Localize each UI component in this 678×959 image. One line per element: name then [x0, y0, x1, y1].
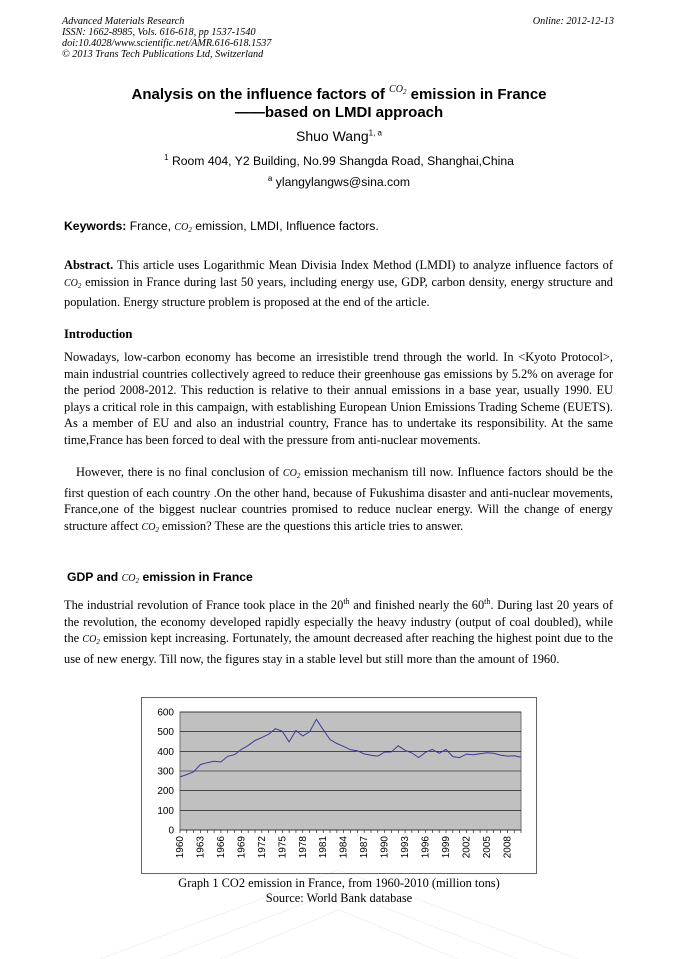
co2-formula: $CO_2$	[141, 521, 159, 534]
author-name: Shuo Wang$^{1, a}$	[296, 128, 382, 144]
y-tick-label-500: 500	[157, 727, 174, 739]
author-affiliation: $^1$ Room 404, Y2 Building, No.99 Shangda Road, Shanghai,China	[164, 153, 514, 169]
x-tick-label-2008: 2008	[502, 836, 514, 859]
co2-formula: $CO_2$	[121, 573, 140, 585]
x-tick-label-1981: 1981	[318, 836, 330, 859]
keywords-label: Keywords:	[64, 219, 127, 233]
co2-formula: $CO_2$	[82, 634, 100, 647]
x-tick-label-2002: 2002	[461, 836, 473, 859]
issn-line: ISSN: 1662-8985, Vols. 616-618, pp 1537-1540	[62, 27, 256, 38]
figure-source: Source: World Bank database	[265, 891, 413, 905]
x-tick-label-1999: 1999	[440, 836, 452, 859]
section-heading-gdp-co2: GDP and $CO_2$ emission in France	[67, 570, 253, 585]
online-date: Online: 2012-12-13	[532, 16, 614, 27]
y-tick-label-400: 400	[157, 746, 174, 758]
introduction-paragraph-2: However, there is no final conclusion of $CO_2$ emission mechanism till now. Influence factors should be the first question of each country .On the other hand, because of Fukushima disaster and anti-nuclear movements, France,one of the biggest nuclear countries promised to reduce nuclear energy. Will the change of energy structure affect $CO_2$ emission? These are the questions this article tries to answer.	[64, 465, 613, 534]
y-tick-label-100: 100	[157, 805, 174, 817]
doi-line: doi:10.4028/www.scientific.net/AMR.616-618.1537	[62, 38, 272, 49]
journal-name: Advanced Materials Research	[62, 16, 185, 27]
y-tick-label-600: 600	[157, 707, 174, 719]
x-tick-label-1990: 1990	[379, 836, 391, 859]
x-tick-label-1975: 1975	[277, 836, 289, 859]
x-tick-label-1996: 1996	[420, 836, 432, 859]
x-tick-label-1963: 1963	[195, 836, 207, 859]
section2-paragraph: The industrial revolution of France took place in the 20th and finished nearly the 60th. During last 20 years of the revolution, the economy developed rapidly especially the heavy industry (output of coal doubled), while the $CO_2$ emission kept increasing. Fortunately, the amount decreased after reaching the highest point due to the use of new energy. Till now, the figures stay in a stable level but still more than the amount of 1960.	[64, 597, 613, 666]
chart-svg	[142, 698, 536, 873]
y-tick-label-200: 200	[157, 786, 174, 798]
x-tick-label-1984: 1984	[338, 836, 350, 859]
author-email: $^a$ ylangylangws@sina.com	[267, 174, 411, 190]
x-tick-label-1960: 1960	[175, 836, 186, 859]
abstract-label: Abstract.	[64, 258, 114, 272]
y-tick-label-0: 0	[168, 825, 174, 837]
co2-emission-chart	[141, 697, 537, 874]
abstract-paragraph: Abstract. This article uses Logarithmic Mean Divisia Index Method (LMDI) to analyze influence factors of $CO_2$ emission in France during last 50 years, including energy use, GDP, carbon density, energy structure and population. Energy structure problem is proposed at the end of the article.	[64, 258, 614, 310]
paper-title-line1	[0, 86, 678, 103]
watermark-graphic	[100, 870, 578, 959]
title-text-b: emission in France	[410, 86, 547, 103]
x-tick-label-1978: 1978	[297, 836, 309, 859]
figure-caption: Graph 1 CO2 emission in France, from 1960-2010 (million tons)	[178, 876, 500, 890]
co2-formula: $CO_2$	[64, 277, 82, 290]
x-tick-label-1993: 1993	[400, 836, 412, 859]
x-tick-label-2005: 2005	[481, 836, 493, 859]
co2-formula: $CO_2$	[174, 222, 192, 234]
introduction-paragraph-1: Nowadays, low-carbon economy has become an irresistible trend through the world. In <Kyoto Protocol>, main industrial countries collectively agreed to reduce their greenhouse gas emissions by 5.2% on average for the period 2008-2012. This reduction is relative to their annual emissions in a base year, usually 1990. EU plays a critical role in this campaign, with establishing European Union Emissions Trading Scheme (EUETS). As a member of EU and also an industrial country, France has to undertake its responsibility. At the same time,France has been forced to deal with the pressure from anti-nuclear movements.	[64, 350, 613, 447]
x-tick-label-1969: 1969	[236, 836, 248, 859]
x-tick-label-1987: 1987	[359, 836, 371, 859]
copyright-line: © 2013 Trans Tech Publications Ltd, Switzerland	[62, 49, 264, 60]
x-tick-label-1972: 1972	[256, 836, 268, 859]
co2-formula: $CO_2$	[282, 468, 301, 480]
introduction-heading: Introduction	[64, 327, 133, 341]
x-tick-label-1966: 1966	[215, 836, 227, 859]
title-text-a: Analysis on the influence factors of	[131, 86, 385, 103]
paper-title-line2: ——based on LMDI approach	[234, 104, 444, 121]
y-tick-label-300: 300	[157, 766, 174, 778]
co2-formula: CO2	[389, 84, 407, 96]
keywords-line: Keywords: France, $CO_2$ emission, LMDI, Influence factors.	[64, 219, 379, 234]
